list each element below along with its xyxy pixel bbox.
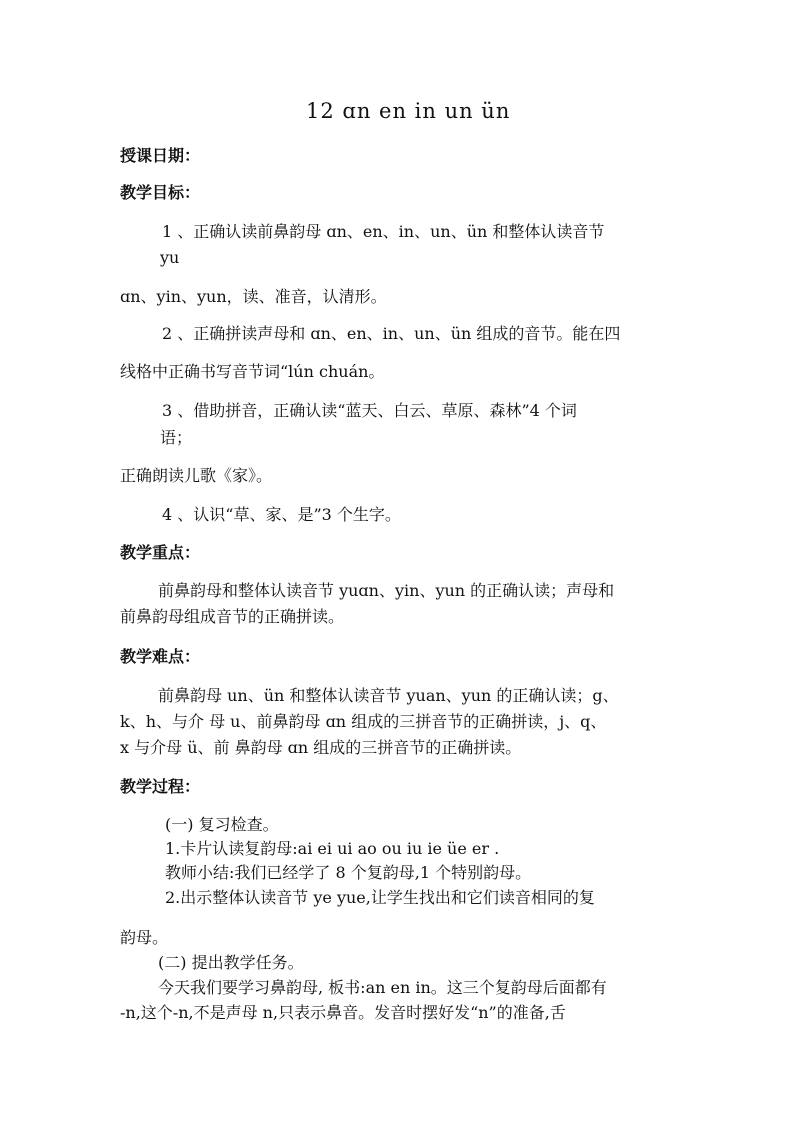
process-line: 2.出示整体认读音节 ye yue,让学生找出和它们读音相同的复 [165,888,595,907]
goals-heading: 教学目标： [120,183,201,202]
goal-line: 1 、正确认读前鼻韵母 ɑn、en、in、un、ün 和整体认读音节 [162,222,605,241]
process-line: 1.卡片认读复韵母:ai ei ui ao ou iu ie üe er . [165,839,500,858]
process-heading: 教学过程： [120,777,201,796]
goal-line: 语； [160,428,193,447]
process-line: (一) 复习检查。 [165,815,279,834]
goal-line: 3 、借助拼音，正确认读“蓝天、白云、草原、森林”4 个词 [162,401,577,420]
process-line: 今天我们要学习鼻韵母, 板书:an en in。这三个复韵母后面都有 [158,978,607,997]
difficulties-heading: 教学难点： [120,647,201,666]
date-label: 授课日期： [120,146,201,165]
page-title: 12 ɑn en in un ün [306,99,511,123]
process-line: 韵母。 [120,928,169,947]
difficulties-line: 前鼻韵母 un、ün 和整体认读音节 yuan、yun 的正确认读；g、 [158,686,619,705]
key-points-heading: 教学重点： [120,543,201,562]
process-line: 教师小结:我们已经学了 8 个复韵母,1 个特别韵母。 [165,863,532,882]
goal-line: ɑn、yin、yun，读、准音，认清形。 [120,287,387,306]
goal-line: 4 、认识“草、家、是”3 个生字。 [162,505,401,524]
key-points-line: 前鼻韵母组成音节的正确拼读。 [120,607,345,626]
goal-line: 2 、正确拼读声母和 ɑn、en、in、un、ün 组成的音节。能在四 [162,324,621,343]
process-line: -n,这个-n,不是声母 n,只表示鼻音。发音时摆好发“n”的准备,舌 [120,1003,566,1022]
goal-line: 线格中正确书写音节词“lún chuán。 [120,362,385,381]
difficulties-line: k、h、与介 母 u、前鼻韵母 ɑn 组成的三拼音节的正确拼读，j、q、 [120,712,607,731]
process-line: (二) 提出教学任务。 [158,953,304,972]
difficulties-line: x 与介母 ü、前 鼻韵母 ɑn 组成的三拼音节的正确拼读。 [120,738,522,757]
goal-line: 正确朗读儿歌《家》。 [120,466,273,485]
goal-line: yu [160,248,180,267]
key-points-line: 前鼻韵母和整体认读音节 yuɑn、yin、yun 的正确认读；声母和 [158,581,615,600]
